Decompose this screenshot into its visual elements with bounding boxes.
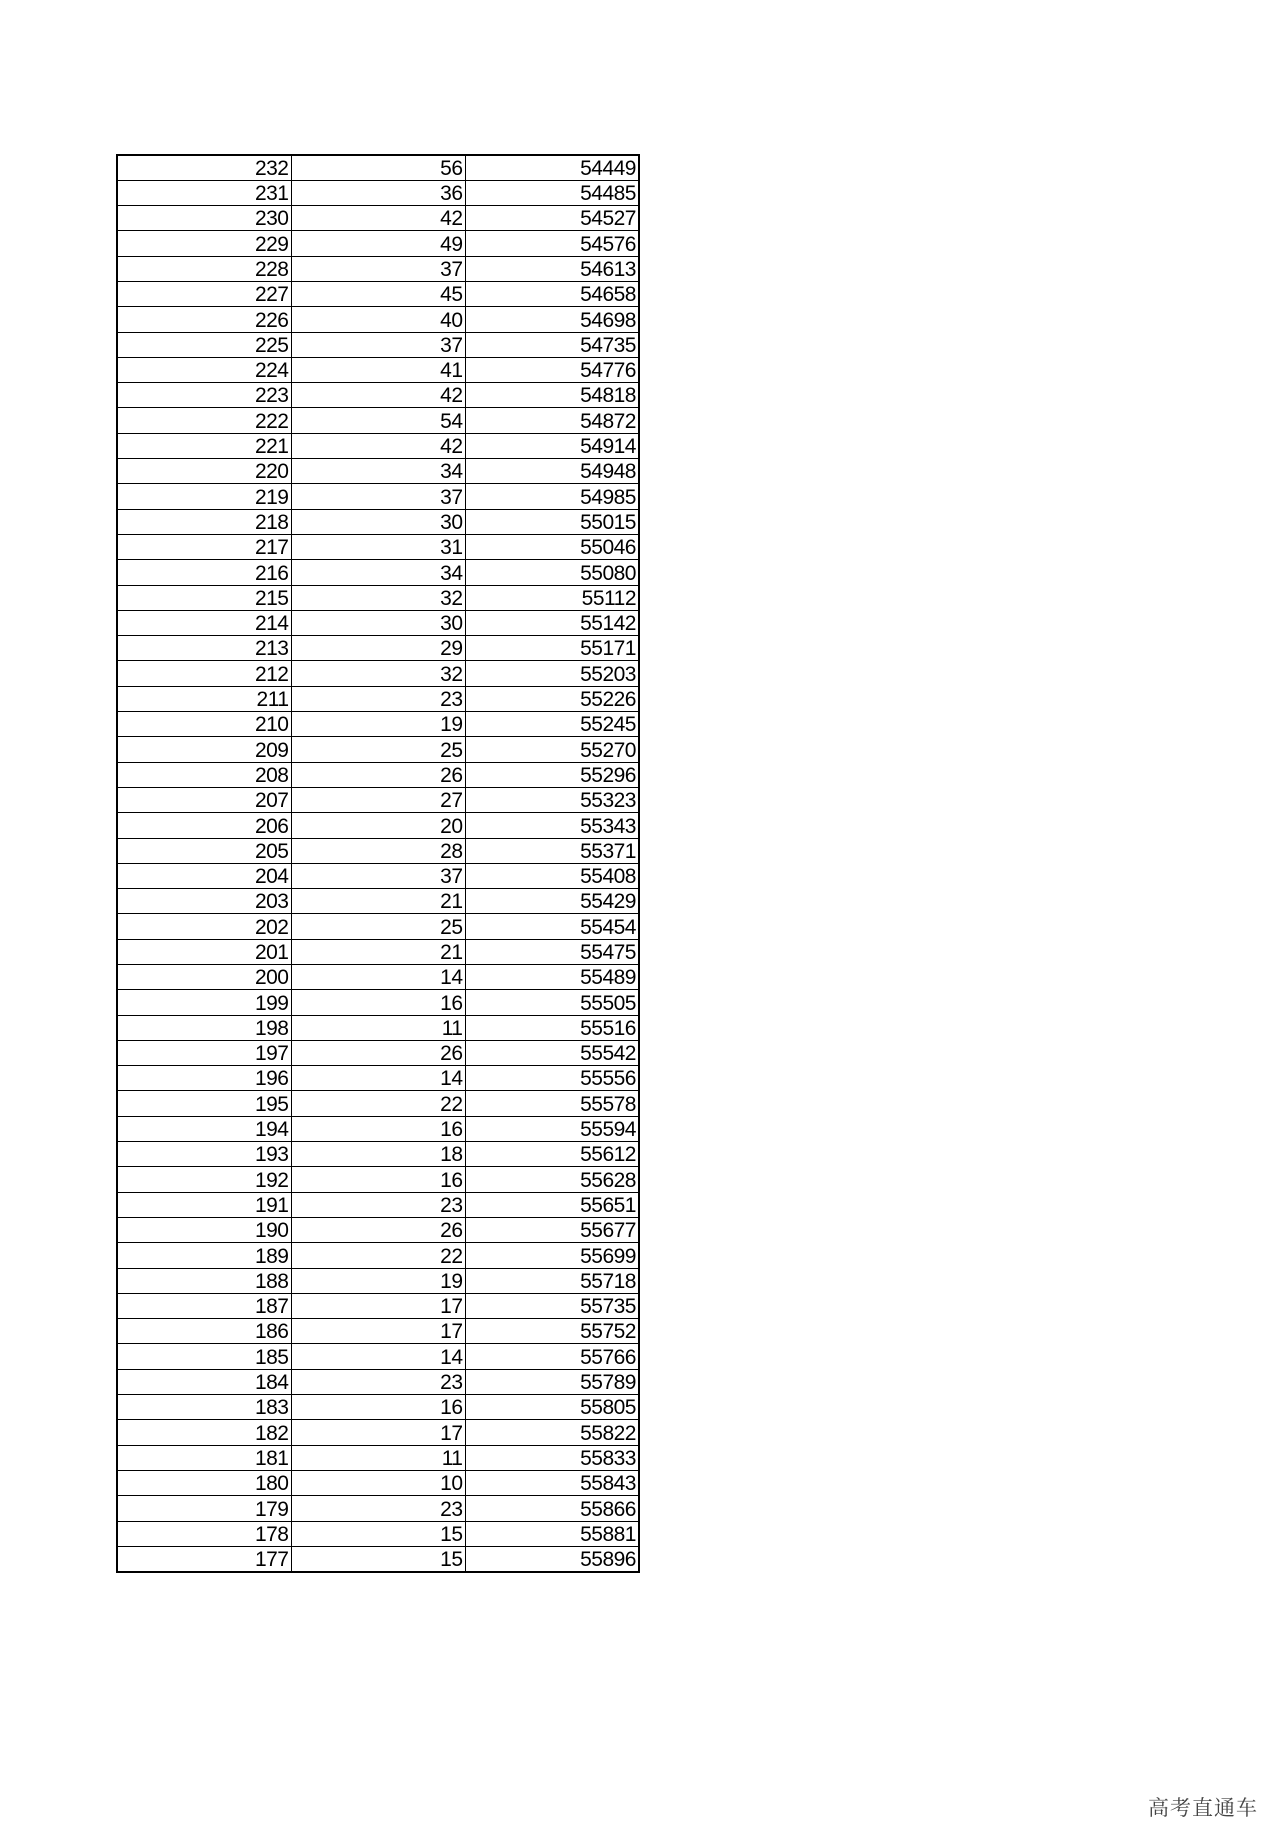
table-row — [117, 231, 639, 256]
count-cell: 23 — [291, 1369, 465, 1394]
score-cell: 203 — [117, 889, 291, 914]
cumulative-cell: 54872 — [465, 408, 639, 433]
count-cell: 36 — [291, 180, 465, 205]
count-cell: 16 — [291, 1395, 465, 1420]
cumulative-cell: 55454 — [465, 914, 639, 939]
cumulative-cell: 55578 — [465, 1091, 639, 1116]
count-cell: 22 — [291, 1091, 465, 1116]
table-row — [117, 155, 639, 180]
table-row — [117, 1167, 639, 1192]
cumulative-cell: 54576 — [465, 231, 639, 256]
table-row — [117, 661, 639, 686]
cumulative-cell: 55805 — [465, 1395, 639, 1420]
cumulative-cell: 55323 — [465, 787, 639, 812]
table-row — [117, 1496, 639, 1521]
count-cell: 40 — [291, 307, 465, 332]
table-row — [117, 686, 639, 711]
cumulative-cell: 55594 — [465, 1116, 639, 1141]
cumulative-cell: 55542 — [465, 1040, 639, 1065]
count-cell: 26 — [291, 1217, 465, 1242]
table-row — [117, 1015, 639, 1040]
table-row — [117, 1521, 639, 1546]
table-row — [117, 383, 639, 408]
table-row — [117, 1268, 639, 1293]
count-cell: 14 — [291, 965, 465, 990]
cumulative-cell: 54735 — [465, 332, 639, 357]
score-cell: 218 — [117, 509, 291, 534]
cumulative-cell: 55699 — [465, 1243, 639, 1268]
count-cell: 21 — [291, 889, 465, 914]
score-cell: 221 — [117, 433, 291, 458]
table-row — [117, 1142, 639, 1167]
table-row — [117, 281, 639, 306]
table-row — [117, 585, 639, 610]
score-cell: 201 — [117, 939, 291, 964]
score-cell: 211 — [117, 686, 291, 711]
count-cell: 18 — [291, 1142, 465, 1167]
cumulative-cell: 55896 — [465, 1546, 639, 1571]
count-cell: 11 — [291, 1015, 465, 1040]
table-row — [117, 636, 639, 661]
table-row — [117, 509, 639, 534]
table-row — [117, 1546, 639, 1571]
count-cell: 42 — [291, 433, 465, 458]
count-cell: 23 — [291, 1496, 465, 1521]
table-row — [117, 813, 639, 838]
cumulative-cell: 55226 — [465, 686, 639, 711]
score-cell: 204 — [117, 863, 291, 888]
table-row — [117, 965, 639, 990]
score-cell: 178 — [117, 1521, 291, 1546]
score-cell: 187 — [117, 1293, 291, 1318]
cumulative-cell: 55866 — [465, 1496, 639, 1521]
table-row — [117, 889, 639, 914]
count-cell: 25 — [291, 914, 465, 939]
score-cell: 180 — [117, 1470, 291, 1495]
table-row — [117, 787, 639, 812]
table-row — [117, 307, 639, 332]
cumulative-cell: 55046 — [465, 534, 639, 559]
score-cell: 209 — [117, 737, 291, 762]
table-row — [117, 484, 639, 509]
count-cell: 34 — [291, 560, 465, 585]
cumulative-cell: 55843 — [465, 1470, 639, 1495]
score-cell: 210 — [117, 712, 291, 737]
cumulative-cell: 55203 — [465, 661, 639, 686]
score-cell: 191 — [117, 1192, 291, 1217]
cumulative-cell: 54914 — [465, 433, 639, 458]
table-row — [117, 1445, 639, 1470]
count-cell: 56 — [291, 155, 465, 180]
count-cell: 14 — [291, 1344, 465, 1369]
watermark-text: 高考直通车 — [1148, 1796, 1258, 1820]
score-cell: 217 — [117, 534, 291, 559]
count-cell: 19 — [291, 1268, 465, 1293]
cumulative-cell: 55766 — [465, 1344, 639, 1369]
cumulative-cell: 55752 — [465, 1319, 639, 1344]
table-row — [117, 939, 639, 964]
score-cell: 189 — [117, 1243, 291, 1268]
score-cell: 213 — [117, 636, 291, 661]
table-row — [117, 206, 639, 231]
score-cell: 215 — [117, 585, 291, 610]
table-row — [117, 1091, 639, 1116]
cumulative-cell: 55833 — [465, 1445, 639, 1470]
table-row — [117, 1420, 639, 1445]
cumulative-cell: 54698 — [465, 307, 639, 332]
table-row — [117, 1395, 639, 1420]
table-row — [117, 1116, 639, 1141]
score-cell: 190 — [117, 1217, 291, 1242]
table-row — [117, 762, 639, 787]
score-cell: 194 — [117, 1116, 291, 1141]
score-cell: 177 — [117, 1546, 291, 1571]
score-cell: 224 — [117, 357, 291, 382]
count-cell: 19 — [291, 712, 465, 737]
cumulative-cell: 55245 — [465, 712, 639, 737]
count-cell: 37 — [291, 863, 465, 888]
count-cell: 29 — [291, 636, 465, 661]
score-cell: 181 — [117, 1445, 291, 1470]
score-distribution-table — [116, 154, 640, 1573]
count-cell: 31 — [291, 534, 465, 559]
count-cell: 21 — [291, 939, 465, 964]
table-row — [117, 1344, 639, 1369]
score-cell: 195 — [117, 1091, 291, 1116]
score-cell: 223 — [117, 383, 291, 408]
score-cell: 192 — [117, 1167, 291, 1192]
table-row — [117, 1217, 639, 1242]
score-cell: 193 — [117, 1142, 291, 1167]
count-cell: 26 — [291, 762, 465, 787]
table-row — [117, 357, 639, 382]
count-cell: 17 — [291, 1293, 465, 1318]
table-row — [117, 1369, 639, 1394]
cumulative-cell: 55475 — [465, 939, 639, 964]
cumulative-cell: 55142 — [465, 610, 639, 635]
cumulative-cell: 55628 — [465, 1167, 639, 1192]
table-row — [117, 1319, 639, 1344]
table-row — [117, 610, 639, 635]
score-cell: 205 — [117, 838, 291, 863]
count-cell: 25 — [291, 737, 465, 762]
table-row — [117, 1040, 639, 1065]
count-cell: 37 — [291, 484, 465, 509]
count-cell: 20 — [291, 813, 465, 838]
table-row — [117, 408, 639, 433]
count-cell: 23 — [291, 1192, 465, 1217]
count-cell: 54 — [291, 408, 465, 433]
count-cell: 17 — [291, 1420, 465, 1445]
cumulative-cell: 55171 — [465, 636, 639, 661]
score-cell: 200 — [117, 965, 291, 990]
cumulative-cell: 55718 — [465, 1268, 639, 1293]
score-cell: 182 — [117, 1420, 291, 1445]
cumulative-cell: 55296 — [465, 762, 639, 787]
table-row — [117, 256, 639, 281]
cumulative-cell: 55112 — [465, 585, 639, 610]
table-row — [117, 1293, 639, 1318]
count-cell: 30 — [291, 509, 465, 534]
cumulative-cell: 54449 — [465, 155, 639, 180]
score-cell: 231 — [117, 180, 291, 205]
score-cell: 222 — [117, 408, 291, 433]
count-cell: 34 — [291, 459, 465, 484]
count-cell: 32 — [291, 661, 465, 686]
count-cell: 23 — [291, 686, 465, 711]
score-cell: 212 — [117, 661, 291, 686]
cumulative-cell: 55612 — [465, 1142, 639, 1167]
table-row — [117, 712, 639, 737]
score-cell: 183 — [117, 1395, 291, 1420]
table-row — [117, 863, 639, 888]
cumulative-cell: 54527 — [465, 206, 639, 231]
count-cell: 11 — [291, 1445, 465, 1470]
cumulative-cell: 55735 — [465, 1293, 639, 1318]
count-cell: 16 — [291, 1167, 465, 1192]
cumulative-cell: 54818 — [465, 383, 639, 408]
cumulative-cell: 55881 — [465, 1521, 639, 1546]
cumulative-cell: 55677 — [465, 1217, 639, 1242]
cumulative-cell: 55408 — [465, 863, 639, 888]
count-cell: 41 — [291, 357, 465, 382]
table-row — [117, 914, 639, 939]
table-row — [117, 838, 639, 863]
count-cell: 42 — [291, 383, 465, 408]
table-row — [117, 180, 639, 205]
count-cell: 14 — [291, 1066, 465, 1091]
cumulative-cell: 55651 — [465, 1192, 639, 1217]
cumulative-cell: 55343 — [465, 813, 639, 838]
score-table-body — [117, 155, 639, 1572]
count-cell: 37 — [291, 256, 465, 281]
count-cell: 10 — [291, 1470, 465, 1495]
table-row — [117, 1066, 639, 1091]
score-cell: 179 — [117, 1496, 291, 1521]
table-row — [117, 737, 639, 762]
score-cell: 232 — [117, 155, 291, 180]
count-cell: 17 — [291, 1319, 465, 1344]
count-cell: 28 — [291, 838, 465, 863]
score-cell: 227 — [117, 281, 291, 306]
score-cell: 188 — [117, 1268, 291, 1293]
cumulative-cell: 55822 — [465, 1420, 639, 1445]
table-row — [117, 459, 639, 484]
count-cell: 42 — [291, 206, 465, 231]
cumulative-cell: 55429 — [465, 889, 639, 914]
table-row — [117, 433, 639, 458]
count-cell: 16 — [291, 1116, 465, 1141]
count-cell: 15 — [291, 1521, 465, 1546]
table-row — [117, 332, 639, 357]
score-cell: 196 — [117, 1066, 291, 1091]
score-cell: 226 — [117, 307, 291, 332]
score-cell: 208 — [117, 762, 291, 787]
cumulative-cell: 55015 — [465, 509, 639, 534]
score-cell: 229 — [117, 231, 291, 256]
count-cell: 27 — [291, 787, 465, 812]
cumulative-cell: 55489 — [465, 965, 639, 990]
count-cell: 22 — [291, 1243, 465, 1268]
count-cell: 26 — [291, 1040, 465, 1065]
table-row — [117, 1243, 639, 1268]
count-cell: 16 — [291, 990, 465, 1015]
count-cell: 15 — [291, 1546, 465, 1571]
score-cell: 230 — [117, 206, 291, 231]
score-cell: 220 — [117, 459, 291, 484]
score-cell: 202 — [117, 914, 291, 939]
score-cell: 198 — [117, 1015, 291, 1040]
score-cell: 219 — [117, 484, 291, 509]
table-row — [117, 1192, 639, 1217]
score-cell: 225 — [117, 332, 291, 357]
count-cell: 32 — [291, 585, 465, 610]
score-cell: 185 — [117, 1344, 291, 1369]
cumulative-cell: 55080 — [465, 560, 639, 585]
score-cell: 199 — [117, 990, 291, 1015]
count-cell: 49 — [291, 231, 465, 256]
score-cell: 186 — [117, 1319, 291, 1344]
cumulative-cell: 54776 — [465, 357, 639, 382]
cumulative-cell: 55516 — [465, 1015, 639, 1040]
score-cell: 207 — [117, 787, 291, 812]
score-cell: 214 — [117, 610, 291, 635]
cumulative-cell: 55556 — [465, 1066, 639, 1091]
cumulative-cell: 54985 — [465, 484, 639, 509]
score-cell: 228 — [117, 256, 291, 281]
cumulative-cell: 54948 — [465, 459, 639, 484]
cumulative-cell: 55789 — [465, 1369, 639, 1394]
table-row — [117, 534, 639, 559]
table-row — [117, 560, 639, 585]
cumulative-cell: 55371 — [465, 838, 639, 863]
table-row — [117, 990, 639, 1015]
count-cell: 45 — [291, 281, 465, 306]
cumulative-cell: 55505 — [465, 990, 639, 1015]
cumulative-cell: 54658 — [465, 281, 639, 306]
cumulative-cell: 54485 — [465, 180, 639, 205]
count-cell: 30 — [291, 610, 465, 635]
table-row — [117, 1470, 639, 1495]
cumulative-cell: 55270 — [465, 737, 639, 762]
score-cell: 197 — [117, 1040, 291, 1065]
cumulative-cell: 54613 — [465, 256, 639, 281]
score-cell: 184 — [117, 1369, 291, 1394]
count-cell: 37 — [291, 332, 465, 357]
score-cell: 216 — [117, 560, 291, 585]
score-cell: 206 — [117, 813, 291, 838]
